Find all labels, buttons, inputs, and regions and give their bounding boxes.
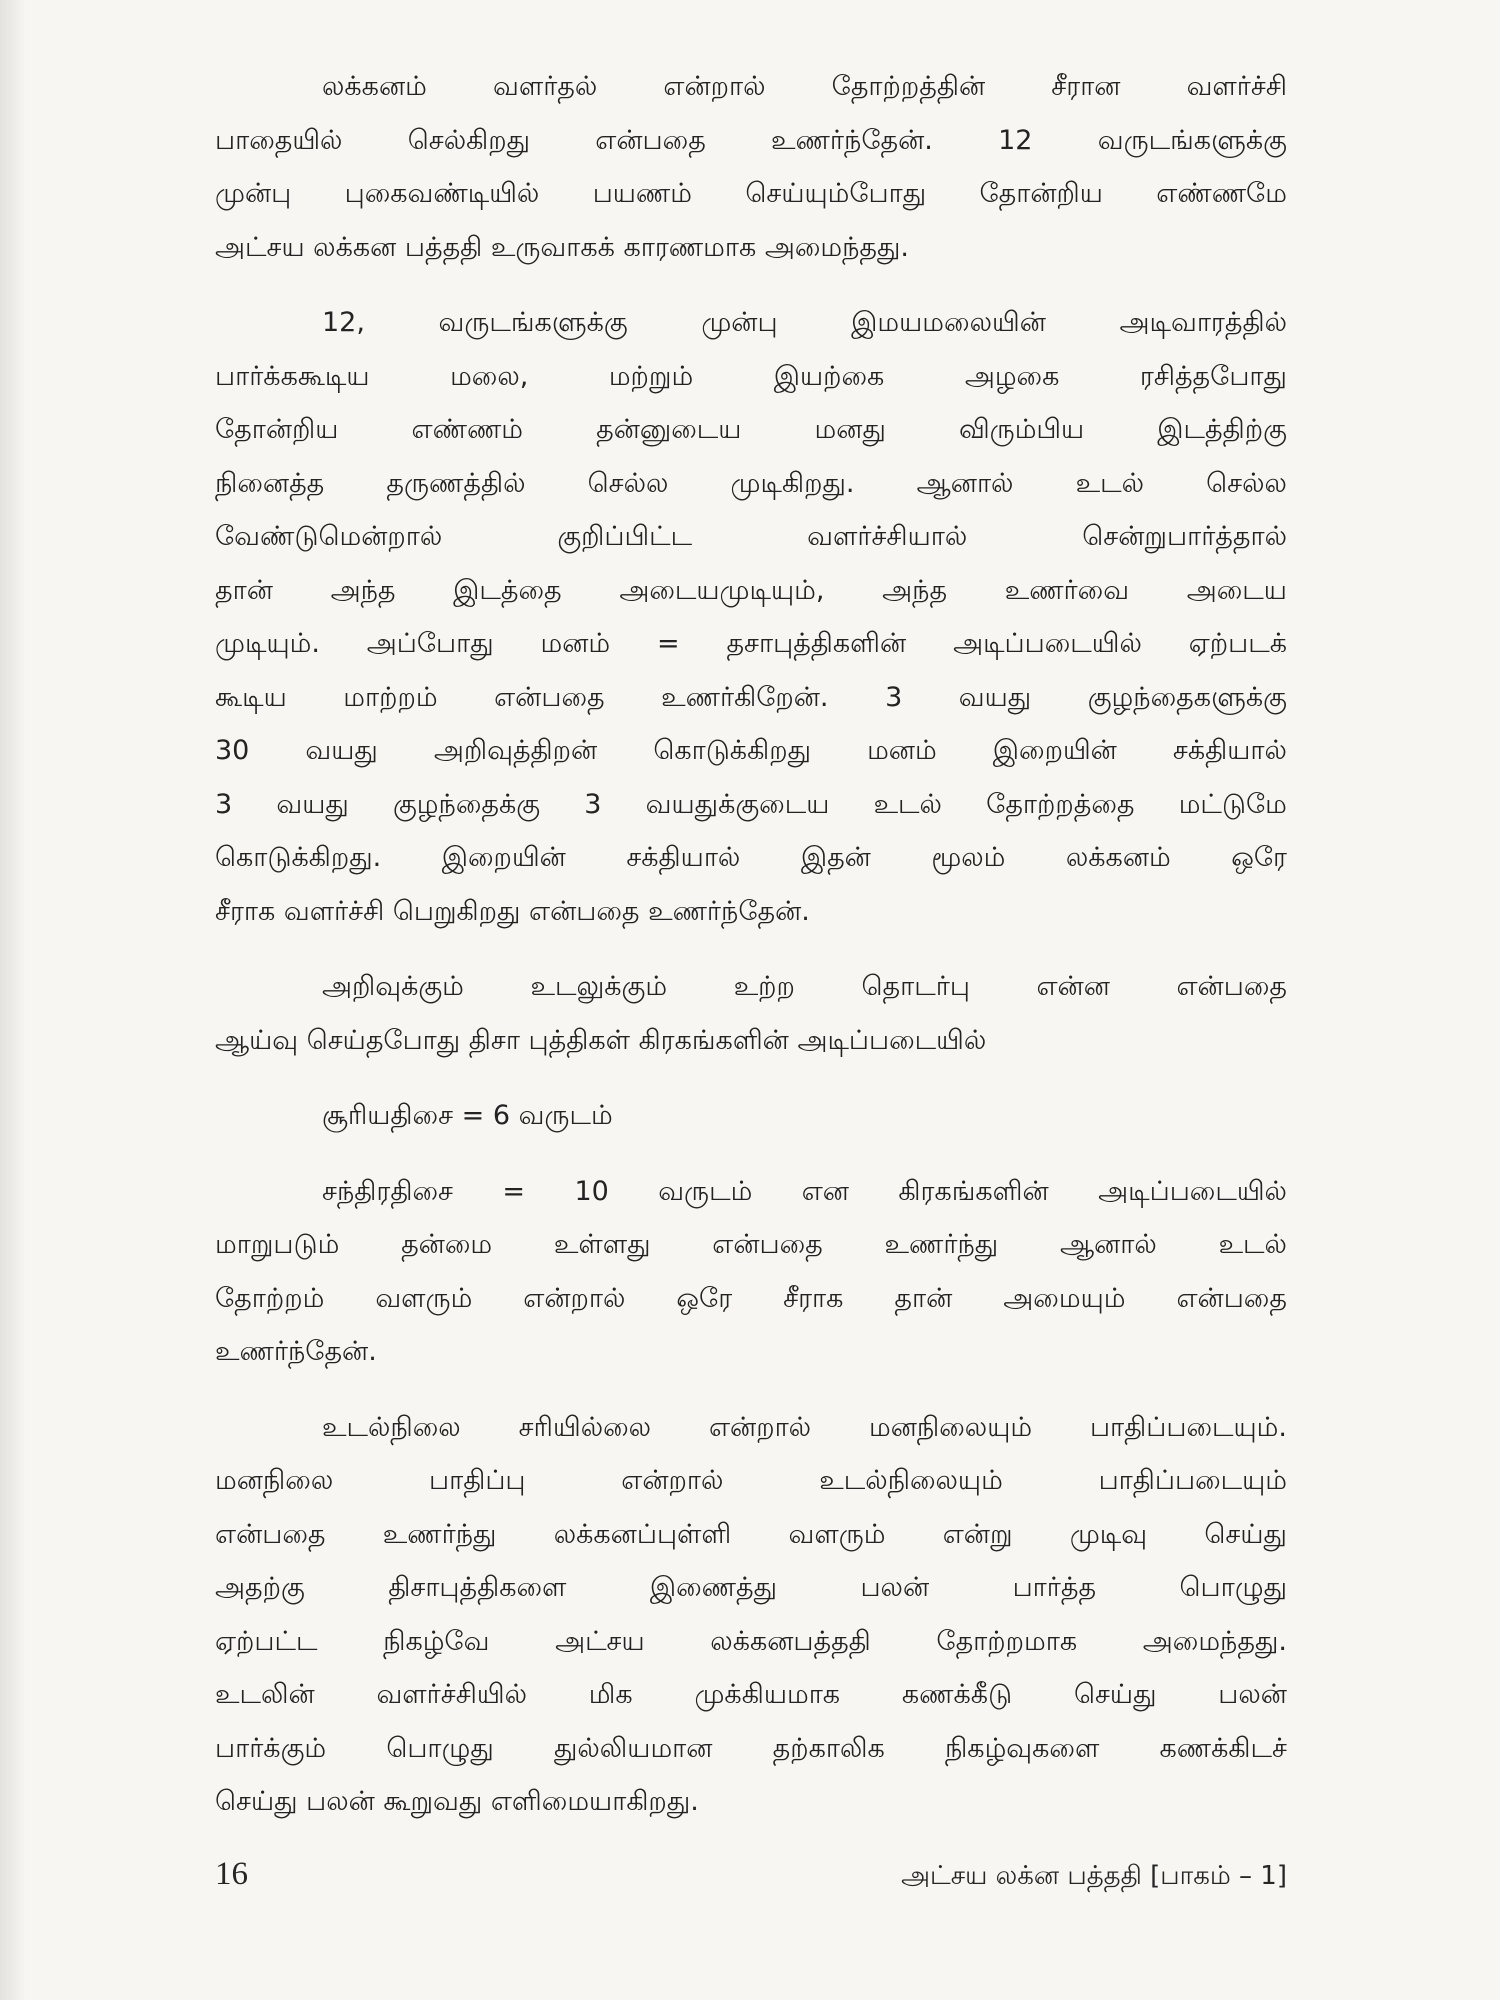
text-line: அட்சய லக்கன பத்ததி உருவாகக் காரணமாக அமைந்தது. [215, 231, 910, 263]
word: வளரும் [375, 1282, 473, 1314]
word: உடல் [1218, 1229, 1287, 1260]
word: சந்திரதிசை [322, 1175, 453, 1207]
word: அப்போது [366, 628, 494, 659]
word: மாறுபடும் [215, 1229, 340, 1260]
word: செல்ல [587, 467, 669, 499]
word: தருணத்தில் [386, 467, 526, 499]
word: பாதிப்படையும் [1098, 1465, 1287, 1496]
word: தோற்றமாக [936, 1625, 1078, 1657]
paragraph [215, 1165, 1287, 1379]
word: என்பதை [1176, 1282, 1287, 1314]
word: சீரான [1051, 71, 1121, 102]
text-line [215, 1218, 1287, 1272]
word: மனநிலையும் [868, 1411, 1033, 1443]
text-line [215, 1508, 1287, 1562]
text-line [215, 1165, 1287, 1219]
text-line [215, 296, 1287, 350]
word: அடிவாரத்தில் [1119, 307, 1287, 338]
text-line [215, 1272, 1287, 1326]
word: சென்றுபார்த்தால் [1082, 521, 1287, 552]
word: என்பதை [215, 1518, 326, 1550]
word: உற்ற [733, 971, 795, 1002]
word: கிரகங்களின் [898, 1175, 1049, 1207]
page-footer [215, 1856, 1287, 1894]
word: அடைய [1186, 574, 1287, 606]
word: அமையும் [1003, 1282, 1126, 1314]
word: தோன்றிய [215, 414, 339, 445]
text-line [215, 1615, 1287, 1669]
word: ஆனால் [916, 467, 1014, 499]
word: என்றால் [523, 1282, 626, 1314]
word: செல்ல [1206, 467, 1287, 499]
word: எண்ணம் [411, 414, 524, 445]
text-line [215, 617, 1287, 671]
word: அழகை [964, 360, 1060, 392]
word: வருடங்களுக்கு [438, 307, 628, 338]
word: செய்து [1204, 1518, 1287, 1550]
word: என்றால் [708, 1411, 812, 1443]
word: வேண்டுமென்றால் [215, 521, 443, 552]
word: இறையின் [441, 842, 566, 873]
word: அந்த [330, 574, 396, 606]
word: 3 [215, 788, 233, 820]
word: தொடர்பு [861, 971, 970, 1002]
text-line: ஆய்வு செய்தபோது திசா புத்திகள் கிரகங்களின் அடிப்படையில் [215, 1024, 987, 1056]
word: என்பதை [1176, 971, 1287, 1002]
paragraph [215, 1401, 1287, 1829]
word: பொழுது [386, 1732, 494, 1764]
word: என [801, 1175, 849, 1207]
word: வருடங்களுக்கு [1097, 124, 1287, 156]
word: மட்டுமே [1178, 788, 1287, 820]
word: மிக [588, 1679, 633, 1710]
word: திசாபுத்திகளை [388, 1572, 567, 1603]
word: தற்காலிக [772, 1732, 885, 1764]
word: உடல்நிலையும் [819, 1465, 1003, 1496]
word: வளர்ச்சி [1186, 71, 1287, 102]
word: உணர்வை [1004, 574, 1130, 606]
word: என்று [942, 1518, 1013, 1550]
word: = [657, 628, 680, 659]
word: முக்கியமாக [694, 1679, 841, 1710]
text-line [215, 724, 1287, 778]
word: வயதுக்குடைய [645, 788, 830, 820]
word: 12, [322, 307, 365, 338]
text-line [215, 1401, 1287, 1455]
word: வளரும் [788, 1518, 886, 1550]
scan-shadow-edge [0, 0, 26, 2000]
word: உள்ளது [553, 1229, 651, 1260]
word: தோற்றத்தின் [831, 71, 986, 102]
word: என்றால் [621, 1465, 724, 1496]
word: ஆனால் [1059, 1229, 1157, 1260]
word: பார்க்ககூடிய [215, 360, 370, 392]
word: 12 [998, 124, 1033, 156]
word: அமைந்தது. [1142, 1625, 1287, 1657]
text-line [215, 457, 1287, 511]
text-line [215, 671, 1287, 725]
word: = [502, 1175, 526, 1207]
text-line: சீராக வளர்ச்சி பெறுகிறது என்பதை உணர்ந்தேன். [215, 895, 810, 927]
word: தன்மை [401, 1229, 493, 1260]
word: தான் [894, 1282, 953, 1314]
text-line: சூரியதிசை = 6 வருடம் [322, 1100, 613, 1131]
word: உணர்ந்து [884, 1229, 999, 1260]
word: பொழுது [1179, 1572, 1287, 1603]
word: ஒரே [1231, 842, 1287, 873]
word: விரும்பிய [958, 414, 1085, 445]
word: வளர்ச்சியால் [807, 521, 968, 552]
word: உடல் [873, 788, 942, 820]
word: நிகழ்வே [383, 1625, 490, 1657]
word: மனது [814, 414, 886, 445]
text-line [215, 403, 1287, 457]
body-text [215, 60, 1287, 1829]
text-line [215, 1722, 1287, 1776]
word: முடிகிறது. [730, 467, 855, 499]
word: 30 [215, 735, 250, 766]
word: அடையமுடியும், [619, 574, 825, 606]
word: செய்து [1073, 1679, 1157, 1710]
word: மற்றும் [608, 360, 694, 392]
word: உடல்நிலை [322, 1411, 461, 1443]
text-line [215, 350, 1287, 404]
word: கணக்கிடச் [1159, 1732, 1287, 1764]
word: வருடம் [658, 1175, 753, 1207]
text-line [215, 960, 1287, 1014]
word: முன்பு [215, 178, 292, 209]
word: பலன் [1218, 1679, 1287, 1710]
text-line [215, 1561, 1287, 1615]
word: துல்லியமான [553, 1732, 713, 1764]
word: கொடுக்கிறது [653, 735, 811, 766]
word: லக்கனம் [1065, 842, 1171, 873]
word: பார்த்த [1012, 1572, 1097, 1603]
word: என்பதை [595, 124, 706, 156]
word: குழந்தைகளுக்கு [1087, 681, 1287, 713]
word: நினைத்த [215, 467, 325, 499]
word: அடிப்படையில் [953, 628, 1142, 659]
word: தன்னுடைய [596, 414, 742, 445]
word: தான் [215, 574, 273, 606]
word: இணைத்து [649, 1572, 778, 1603]
word: என்பதை [494, 681, 605, 713]
word: லக்கனபத்ததி [710, 1625, 871, 1657]
word: பயணம் [592, 178, 693, 209]
word: அடிப்படையில் [1098, 1175, 1287, 1207]
word: செல்கிறது [407, 124, 531, 156]
word: அட்சய [555, 1625, 645, 1657]
word: லக்கனம் [322, 71, 427, 102]
word: பாதிப்பு [429, 1465, 526, 1496]
word: தோற்றத்தை [986, 788, 1135, 820]
word: இதன் [800, 842, 871, 873]
word: சீராக [783, 1282, 844, 1314]
word: சரியில்லை [518, 1411, 652, 1443]
paragraph [215, 1089, 1287, 1143]
text-line [215, 1454, 1287, 1508]
word: கணக்கீடு [901, 1679, 1013, 1710]
word: கூடிய [215, 681, 287, 713]
word: உணர்கிறேன். [661, 681, 829, 713]
word: அறிவுக்கும் [322, 971, 464, 1002]
word: மலை, [450, 360, 529, 392]
word: இறையின் [992, 735, 1117, 766]
word: வயது [958, 681, 1032, 713]
word: என்பதை [712, 1229, 823, 1260]
word: உடலின் [215, 1679, 315, 1710]
word: செய்யும்போது [745, 178, 927, 209]
word: எண்ணமே [1156, 178, 1287, 209]
text-line [215, 778, 1287, 832]
word: 3 [584, 788, 602, 820]
running-footer-title: அட்சய லக்ன பத்ததி [பாகம் – 1] [901, 1861, 1287, 1891]
page-number: 16 [215, 1856, 248, 1892]
word: முன்பு [701, 307, 778, 338]
text-line [215, 510, 1287, 564]
word: என்ன [1036, 971, 1110, 1002]
word: ஏற்படக் [1188, 628, 1287, 659]
word: உணர்ந்து [382, 1518, 497, 1550]
text-line [215, 564, 1287, 618]
word: வளர்ச்சியில் [376, 1679, 527, 1710]
text-line [215, 60, 1287, 114]
word: பலன் [860, 1572, 930, 1603]
text-line [215, 114, 1287, 168]
text-line [215, 831, 1287, 885]
word: குழந்தைக்கு [392, 788, 541, 820]
word: தசாபுத்திகளின் [726, 628, 907, 659]
word: மனம் [540, 628, 611, 659]
word: வளர்தல் [492, 71, 598, 102]
word: தோற்றம் [215, 1282, 325, 1314]
word: பாதையில் [215, 124, 343, 156]
word: மூலம் [931, 842, 1006, 873]
word: வயது [305, 735, 378, 766]
text-line: உணர்ந்தேன். [215, 1336, 377, 1367]
text-line [215, 167, 1287, 221]
word: இயற்கை [773, 360, 885, 392]
paragraph [215, 296, 1287, 938]
word: கொடுக்கிறது. [215, 842, 382, 873]
word: இமயமலையின் [851, 307, 1046, 338]
paragraph [215, 960, 1287, 1067]
word: மனநிலை [215, 1465, 334, 1496]
word: நிகழ்வுகளை [944, 1732, 1100, 1764]
word: முடிவு [1069, 1518, 1148, 1550]
word: முடியும். [215, 628, 320, 659]
word: குறிப்பிட்ட [557, 521, 693, 552]
word: ஒரே [676, 1282, 733, 1314]
text-line: செய்து பலன் கூறுவது எளிமையாகிறது. [215, 1786, 699, 1817]
word: 10 [574, 1175, 609, 1207]
word: மாற்றம் [343, 681, 438, 713]
word: மனம் [867, 735, 937, 766]
word: வயது [276, 788, 349, 820]
word: உடலுக்கும் [530, 971, 668, 1002]
paragraph [215, 60, 1287, 274]
word: சக்தியால் [1172, 735, 1287, 766]
word: ஏற்பட்ட [215, 1625, 318, 1657]
word: 3 [885, 681, 903, 713]
word: இடத்தை [453, 574, 562, 606]
word: பாதிப்படையும். [1089, 1411, 1287, 1443]
word: அறிவுத்திறன் [433, 735, 598, 766]
word: ரசித்தபோது [1139, 360, 1287, 392]
word: லக்கனப்புள்ளி [553, 1518, 732, 1550]
word: உணர்ந்தேன். [771, 124, 933, 156]
word: தோன்றிய [979, 178, 1103, 209]
word: சக்தியால் [626, 842, 741, 873]
word: இடத்திற்கு [1157, 414, 1287, 445]
word: புகைவண்டியில் [344, 178, 540, 209]
word: உடல் [1075, 467, 1145, 499]
word: பார்க்கும் [215, 1732, 327, 1764]
word: என்றால் [663, 71, 766, 102]
word: அதற்கு [215, 1572, 305, 1603]
text-line [215, 1668, 1287, 1722]
word: அந்த [882, 574, 948, 606]
